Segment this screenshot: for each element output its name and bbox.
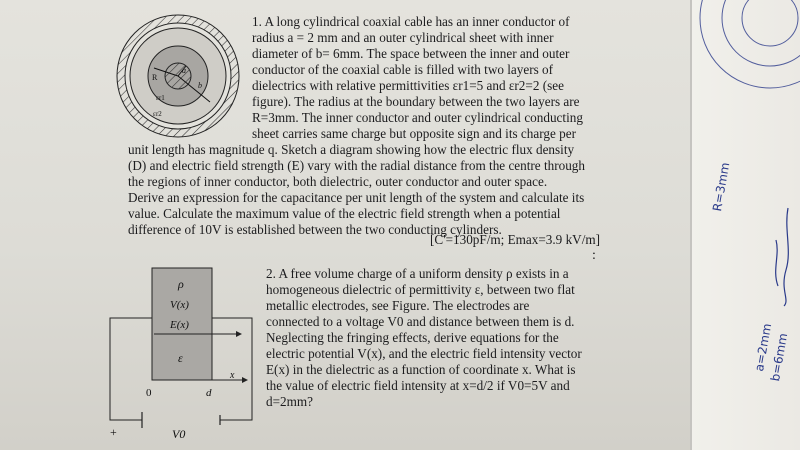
- handwritten-R-eq: R=3mm: [710, 161, 733, 213]
- problem1-wide-line-3: the regions of inner conductor, both dielectric, outer conductor and outer space.: [128, 174, 548, 189]
- coaxial-cable-figure: [98, 8, 248, 138]
- label-x: x: [230, 370, 235, 381]
- label-plus: +: [110, 425, 117, 439]
- handwritten-b-eq: b=6mm: [768, 332, 791, 383]
- label-R: R: [152, 73, 158, 82]
- problem1-line-5: dielectrics with relative permittivities εr1=5 and εr2=2 (see: [252, 78, 564, 93]
- problem1-wide-line-2: (D) and electric field strength (E) vary with the radial distance from the centre through: [128, 158, 585, 173]
- label-a: a: [182, 66, 186, 75]
- handwritten-scribble: [750, 200, 800, 310]
- field-arrow-head: [236, 331, 242, 337]
- label-eps: ε: [178, 351, 183, 365]
- problem1-line-3: diameter of b= 6mm. The space between the inner and outer: [252, 46, 570, 61]
- problem2-line-7: E(x) in the dielectric as a function of coordinate x. What is: [266, 362, 576, 377]
- label-rho: ρ: [178, 277, 184, 291]
- problem1-wide-line-1: unit length has magnitude q. Sketch a diagram showing how the electric flux density: [128, 142, 575, 157]
- handwritten-sketch-circles: [690, 0, 800, 110]
- problem1-line-7: R=3mm. The inner conductor and outer cylindrical conducting: [252, 110, 583, 125]
- problem2-line-3: metallic electrodes, see Figure. The electrodes are: [266, 298, 530, 313]
- problem1-line-8: sheet carries same charge but opposite sign and its charge per: [252, 126, 576, 141]
- problem1-colon: :: [592, 248, 596, 263]
- label-zero: 0: [146, 387, 152, 399]
- problem1-answer: [C'=130pF/m; Emax=3.9 kV/m]: [430, 232, 601, 247]
- handwritten-a-eq: a=2mm: [752, 322, 775, 373]
- label-Vx: V(x): [170, 299, 189, 311]
- problem1-line-6: figure). The radius at the boundary between the two layers are: [252, 94, 580, 109]
- problem1-line-2: radius a = 2 mm and an outer cylindrical sheet with inner: [252, 30, 554, 45]
- x-axis-arrow: [242, 377, 248, 383]
- problem2-line-8: the value of electric field intensity at x=d/2 if V0=5V and: [266, 378, 570, 393]
- problem2-line-4: connected to a voltage V0 and distance between them is d.: [266, 314, 575, 329]
- problem1-wide-line-4: Derive an expression for the capacitance per unit length of the system and calculate its: [128, 190, 585, 205]
- label-d: d: [206, 387, 212, 399]
- label-Ex: E(x): [170, 319, 189, 331]
- problem2-line-9: d=2mm?: [266, 394, 313, 409]
- problem1-line-1: 1. A long cylindrical coaxial cable has an inner conductor of: [252, 14, 570, 29]
- label-V0: V0: [172, 427, 186, 441]
- left-electrode-wire: [110, 318, 152, 420]
- problem1-line-4: conductor of the coaxial cable is filled with two layers of: [252, 62, 554, 77]
- problem2-line-5: Neglecting the fringing effects, derive equations for the: [266, 330, 559, 345]
- problem2-line-6: electric potential V(x), and the electric field intensity vector: [266, 346, 582, 361]
- label-e2: εr2: [153, 110, 162, 118]
- problem2-line-2: homogeneous dielectric of permittivity ε, between two flat: [266, 282, 575, 297]
- problem1-wide-line-6: difference of 10V is established between the two conducting cylinders.: [128, 222, 502, 237]
- label-b: b: [198, 81, 202, 90]
- problem2-line-1: 2. A free volume charge of a uniform density ρ exists in a: [266, 266, 569, 281]
- parallel-plate-figure: [102, 262, 262, 450]
- right-electrode-wire: [212, 318, 252, 420]
- label-e1: εr1: [156, 94, 165, 102]
- problem1-wide-line-5: value. Calculate the maximum value of the electric field strength when a potential: [128, 206, 561, 221]
- handwritten-notes-sheet: [690, 0, 800, 450]
